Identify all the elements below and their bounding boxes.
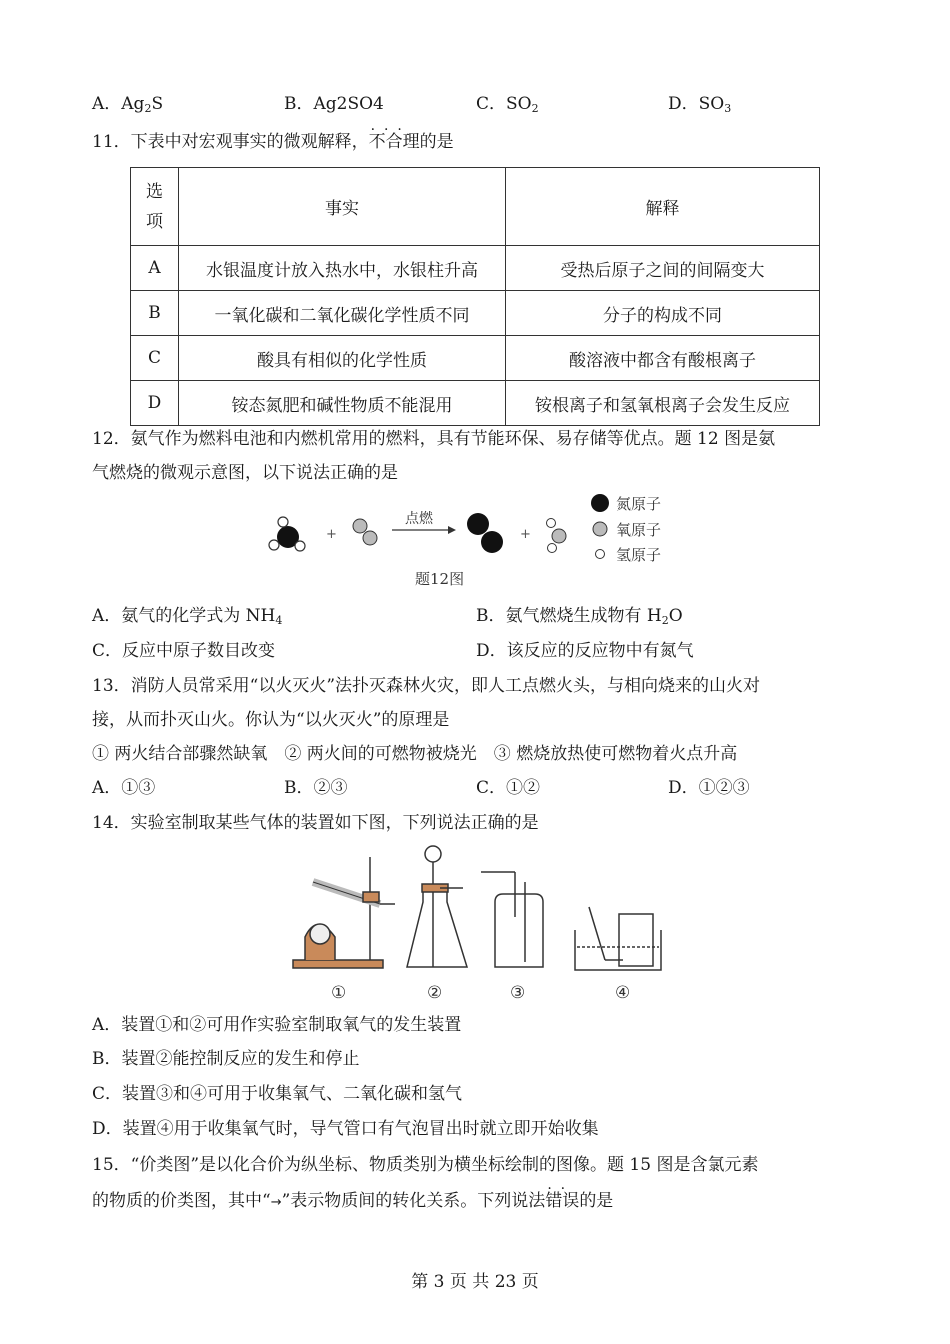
ammonia-molecule-icon: [269, 517, 305, 551]
apparatus-label-1: ①: [331, 983, 347, 1003]
apparatus-1-icon: [293, 857, 395, 968]
apparatus-2-icon: [407, 846, 467, 967]
q13-option-b: B．②③: [284, 778, 348, 798]
q11-stem: 11．下表中对宏观事实的微观解释，· · · 不合理的是: [92, 130, 454, 154]
q10-option-b: B．Ag2SO4: [284, 94, 384, 114]
water-molecule-icon: [547, 519, 567, 553]
q11-emphasis: · · · 不合理: [369, 132, 420, 152]
q13-option-c: C．①②: [476, 778, 541, 798]
table-row: D 铵态氮肥和碱性物质不能混用 铵根离子和氢氧根离子会发生反应: [131, 381, 820, 426]
apparatus-3-icon: [481, 872, 543, 967]
page-footer: 第 3 页 共 23 页: [411, 1272, 539, 1292]
q14-option-c: C．装置③和④可用于收集氧气、二氧化碳和氢气: [92, 1084, 463, 1104]
q12-option-a: A．氨气的化学式为 $NH_4$: [92, 606, 283, 627]
q14-option-a: A．装置①和②可用作实验室制取氧气的发生装置: [92, 1015, 462, 1035]
q12-stem-line2: 气燃烧的微观示意图，以下说法正确的是: [92, 463, 398, 483]
q12-option-d: D．该反应的反应物中有氮气: [476, 641, 694, 661]
plus-icon: +: [326, 527, 337, 542]
q11-table: [130, 167, 820, 426]
plus-icon: +: [520, 527, 531, 542]
reaction-condition: 点燃: [405, 511, 433, 527]
q13-statements: ① 两火结合部骤然缺氧 ② 两火间的可燃物被烧光 ③ 燃烧放热使可燃物着火点升高: [92, 744, 738, 764]
q10-option-d: D．$SO_3$: [668, 94, 732, 115]
q13-option-d: D．①②③: [668, 778, 750, 798]
q12-option-b: B．氨气燃烧生成物有 $H_2O$: [476, 606, 683, 627]
q12-reaction-diagram: [260, 488, 680, 588]
table-header-fact: 事实: [179, 168, 506, 246]
q14-option-d: D．装置④用于收集氧气时，导气管口有气泡冒出时就立即开始收集: [92, 1119, 599, 1139]
table-row: B 一氧化碳和二氧化碳化学性质不同 分子的构成不同: [131, 291, 820, 336]
legend-nitrogen: 氮原子: [616, 495, 662, 513]
figure-caption: 题12图: [415, 570, 465, 588]
q13-stem-line1: 13．消防人员常采用“以火灭火”法扑灭森林火灾，即人工点燃火头，与相向烧来的山火对: [92, 676, 761, 696]
nitrogen-molecule-icon: [467, 513, 503, 553]
q14-option-b: B．装置②能控制反应的发生和停止: [92, 1049, 360, 1069]
table-row: A 水银温度计放入热水中，水银柱升高 受热后原子之间的间隔变大: [131, 246, 820, 291]
table-header-explain: 解释: [506, 168, 820, 246]
legend-oxygen: 氧原子: [616, 521, 662, 539]
q10-option-a: A．$Ag_2S$: [92, 94, 164, 115]
q14-apparatus-diagram: [285, 842, 675, 1004]
legend: [591, 494, 661, 564]
apparatus-label-3: ③: [510, 983, 526, 1003]
oxygen-molecule-icon: [353, 519, 377, 545]
apparatus-label-4: ④: [615, 983, 631, 1003]
legend-hydrogen: 氢原子: [616, 546, 662, 564]
arrow-icon: →: [270, 1195, 282, 1210]
q15-stem-line2: 的物质的价类图，其中“→”表示物质间的转化关系。下列说法· · 错误的是: [92, 1189, 613, 1215]
table-header-option: 选项: [131, 168, 179, 246]
q14-stem: 14．实验室制取某些气体的装置如下图，下列说法正确的是: [92, 813, 539, 833]
q12-option-c: C．反应中原子数目改变: [92, 641, 276, 661]
q15-emphasis: · · 错误: [545, 1191, 579, 1211]
q13-option-a: A．①③: [92, 778, 156, 798]
apparatus-4-icon: [575, 907, 661, 970]
q15-stem-line1: 15．“价类图”是以化合价为纵坐标、物质类别为横坐标绘制的图像。题 15 图是含氯元素: [92, 1155, 759, 1175]
table-row: C 酸具有相似的化学性质 酸溶液中都含有酸根离子: [131, 336, 820, 381]
q10-option-c: C．$SO_2$: [476, 94, 539, 115]
q12-stem-line1: 12．氨气作为燃料电池和内燃机常用的燃料，具有节能环保、易存储等优点。题 12 图是氨: [92, 429, 776, 449]
q13-stem-line2: 接，从而扑灭山火。你认为“以火灭火”的原理是: [92, 710, 450, 730]
apparatus-label-2: ②: [427, 983, 443, 1003]
